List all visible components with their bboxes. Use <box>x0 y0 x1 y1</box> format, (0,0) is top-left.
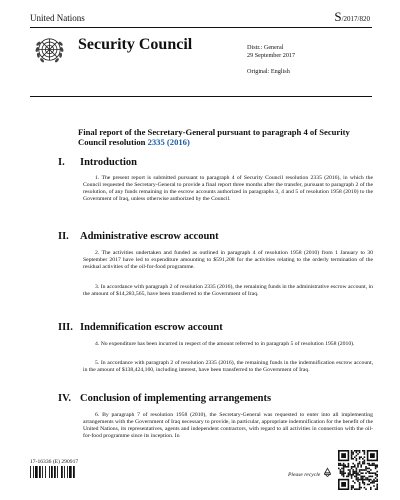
recycle-notice: Please recycle <box>288 472 321 478</box>
document-date: 29 September 2017 <box>247 52 296 60</box>
barcode-icon <box>30 466 94 478</box>
paragraph-text: No expenditure has been incurred in respect of the amount referred to in paragraph 5 of resolution 1958 (2010). <box>100 341 355 347</box>
paragraph-number: 4. <box>95 341 100 347</box>
paragraph-2 <box>83 250 373 271</box>
report-title <box>78 127 378 147</box>
section-title: Introduction <box>80 157 137 168</box>
un-emblem-icon <box>33 33 66 66</box>
paragraph-text: In accordance with paragraph 2 of resolution 2335 (2016), the remaining funds in the administrative escrow account, in the amount of $14,283,565, have been transferred to the Government of Iraq. <box>83 284 373 298</box>
section-number: IV. <box>58 393 71 404</box>
paragraph-4 <box>83 341 373 348</box>
distribution: Distr.: General <box>247 44 284 51</box>
header-bottom-rule <box>30 96 372 97</box>
paragraph-number: 1. <box>95 175 100 181</box>
section-title: Conclusion of implementing arrangements <box>80 393 272 404</box>
distribution-block <box>247 44 295 77</box>
paragraph-number: 5. <box>95 360 100 366</box>
section-heading-introduction <box>58 157 137 168</box>
qr-code-icon[interactable] <box>338 450 378 490</box>
recycle-icon <box>322 467 333 478</box>
document-body-title: Security Council <box>78 36 193 53</box>
symbol-suffix: /2017/820 <box>341 15 370 23</box>
section-number: I. <box>58 157 65 168</box>
paragraph-number: 6. <box>95 412 100 418</box>
job-number: 17-16336 (E) 290917 <box>30 459 79 465</box>
paragraph-number: 3. <box>95 284 100 290</box>
resolution-link[interactable]: 2335 (2016) <box>147 137 190 147</box>
paragraph-text: By paragraph 7 of resolution 1958 (2010), the Secretary-General was requested to enter into all implementing arrangements with the Government of Iraq necessary to provide, in particular, appropriate indemnification for the benefit of the United Nations, its representatives, agents and independent contractors, with regard to all activities in connection with the oil-for-food programme since its inception. In <box>83 412 373 440</box>
paragraph-text: The activities undertaken and funded as outlined in paragraph 4 of resolution 1958 (2010) from 1 January to 30 September 2017 have led to expenditure amounting to $591,208 for the activities relating to the orderly termination of the residual activities of the oil-for-food programme. <box>83 250 373 271</box>
original-language: Original: English <box>247 68 290 76</box>
report-title-text: Final report of the Secretary-General pursuant to paragraph 4 of Security Council resolution <box>78 127 350 147</box>
paragraph-5 <box>83 360 373 374</box>
section-number: II. <box>58 231 69 242</box>
paragraph-1 <box>83 175 373 203</box>
document-symbol <box>334 9 370 25</box>
paragraph-6 <box>83 412 373 440</box>
paragraph-3 <box>83 284 373 298</box>
paragraph-text: In accordance with paragraph 2 of resolution 2335 (2016), the remaining funds in the indemnification escrow account, in the amount of $138,424,160, including interest, have been transferred to the Government of Iraq. <box>83 360 374 374</box>
section-number: III. <box>58 322 73 333</box>
section-heading-administrative-escrow <box>58 231 219 242</box>
section-title: Administrative escrow account <box>80 231 219 242</box>
paragraph-number: 2. <box>95 250 100 256</box>
section-heading-conclusion <box>58 393 271 404</box>
symbol-main: S <box>334 9 342 24</box>
header-rule <box>30 27 372 28</box>
organization-name: United Nations <box>30 13 85 23</box>
paragraph-text: The present report is submitted pursuant to paragraph 4 of Security Council resolution 2335 (2016), in which the Council requested the Secretary-General to provide a final report three months after the transfer, pursuant to paragraph 2 of the resolution, of any funds remaining in the escrow accounts authorized in paragraphs 3, 4 and 5 of resolution 1958 (2010) to the Government of Iraq, unless otherwise authorized by the Council. <box>83 175 373 203</box>
section-heading-indemnification-escrow <box>58 322 223 333</box>
section-title: Indemnification escrow account <box>80 322 223 333</box>
